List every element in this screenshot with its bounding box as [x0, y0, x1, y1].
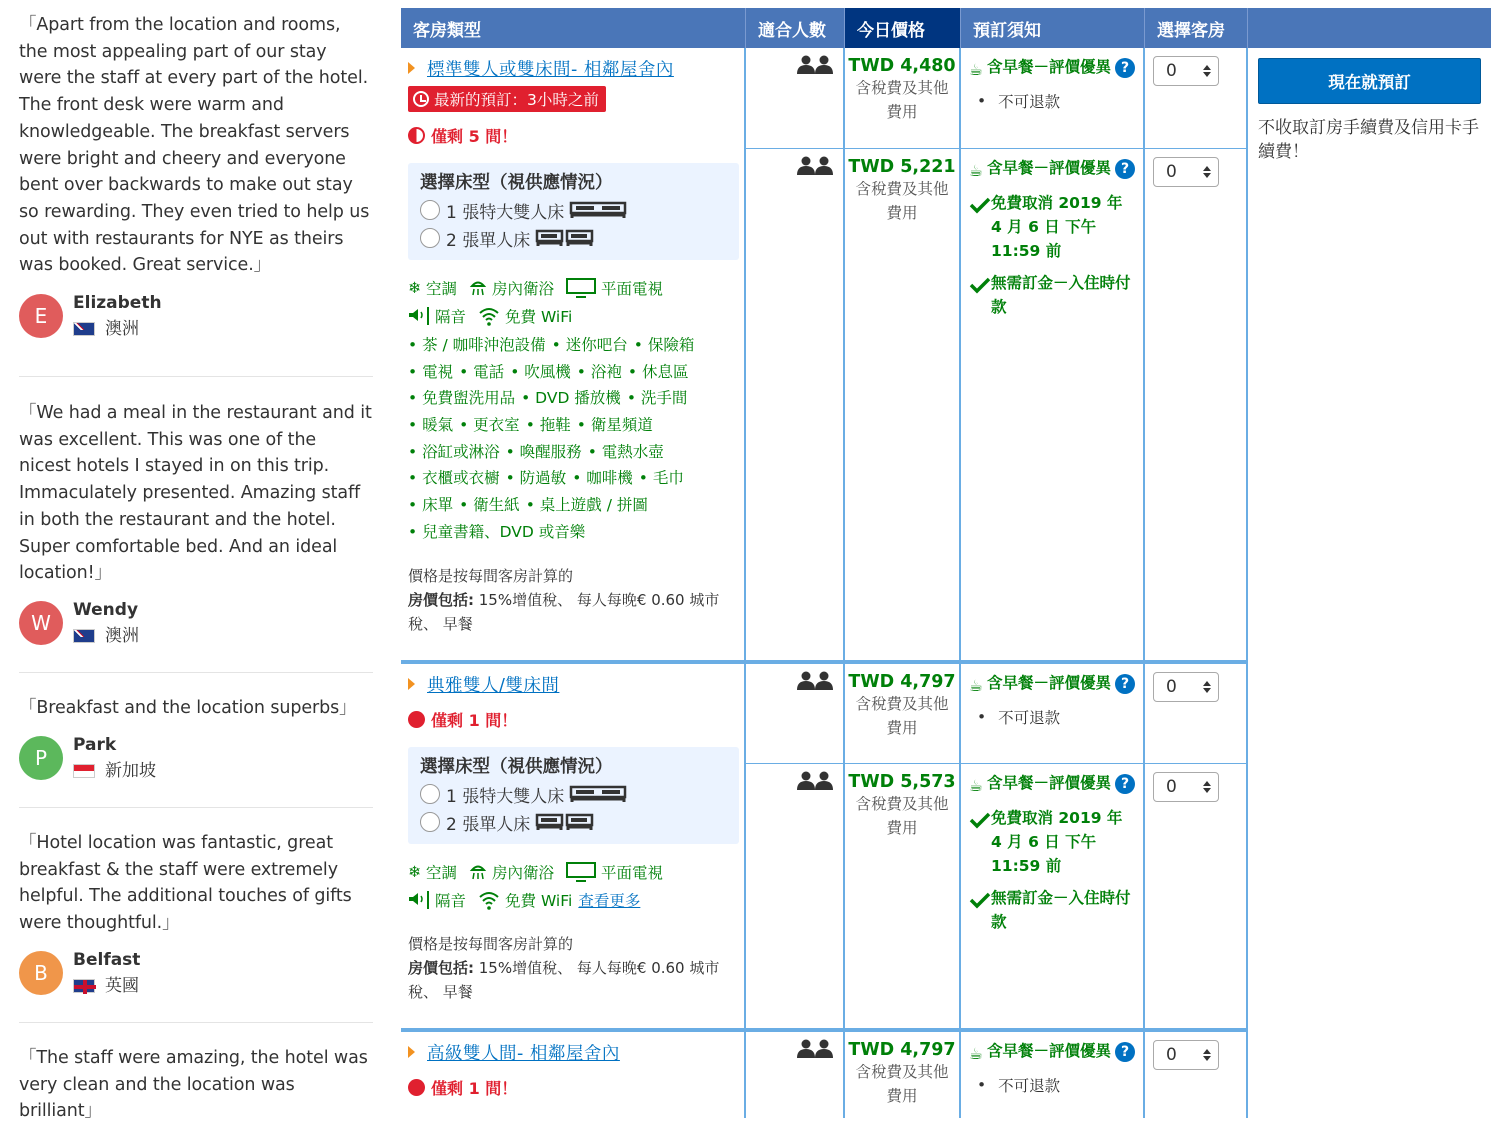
- amenity-item: • 兒童書籍、DVD 或音樂: [408, 523, 585, 541]
- facility-label: 平面電視: [601, 864, 664, 882]
- room-quantity-select[interactable]: [1153, 157, 1219, 187]
- snowflake-icon: ❄: [408, 863, 421, 881]
- stepper-arrows-icon: [1203, 166, 1211, 178]
- select-cell: [1145, 48, 1248, 148]
- breakfast-text: 含早餐－評價優異: [987, 58, 1112, 76]
- booking-column: [1248, 48, 1491, 1118]
- offer-rows: [746, 48, 1248, 660]
- review-item: [19, 12, 373, 377]
- amenity-item: • 茶 / 咖啡沖泡設備: [408, 336, 546, 354]
- header-occupancy: 適合人數: [746, 8, 845, 48]
- breakfast-text: 含早餐－評價優異: [987, 774, 1112, 792]
- conditions-cell: [961, 764, 1145, 1028]
- facility-label: 空調: [426, 280, 458, 298]
- header-today-price: 今日價格: [845, 8, 961, 48]
- help-icon[interactable]: ?: [1115, 58, 1135, 78]
- amenity-item: • 更衣室: [459, 416, 520, 434]
- australia-flag-icon: [73, 322, 95, 336]
- price-note: [408, 564, 736, 636]
- amenity-item: • 防過敏: [506, 469, 567, 487]
- breakfast-line: [969, 771, 1137, 798]
- bed-option-king[interactable]: [420, 196, 727, 224]
- coffee-cup-icon: ☕: [969, 677, 983, 695]
- amenity-item: • 免費盥洗用品: [408, 389, 515, 407]
- reviewer-name: Elizabeth: [73, 292, 162, 313]
- room-type-cell: [401, 48, 746, 660]
- coffee-cup-icon: ☕: [969, 61, 983, 79]
- facility-label: 隔音: [435, 892, 467, 910]
- amenity-item: • 衛星頻道: [577, 416, 653, 434]
- header-booking-notes: 預訂須知: [961, 8, 1145, 48]
- review-text: 「The staff were amazing, the hotel was very clean and the location was brilliant」: [19, 1048, 368, 1122]
- conditions-cell: [961, 1032, 1145, 1118]
- non-refundable: • 不可退款: [969, 90, 1137, 112]
- stepper-arrows-icon: [1203, 1049, 1211, 1061]
- snowflake-icon: ❄: [408, 279, 421, 297]
- amenity-item: • 衛生紙: [459, 496, 520, 514]
- price-note: [408, 932, 736, 1004]
- amenity-item: • 迷你吧台: [552, 336, 628, 354]
- occupancy-cell: [746, 149, 845, 660]
- stepper-arrows-icon: [1203, 681, 1211, 693]
- bed-option-label: 2 張單人床: [446, 230, 531, 251]
- reviewer-country: [73, 973, 140, 999]
- two-people-icon: [797, 55, 833, 75]
- price-cell: [845, 149, 961, 660]
- breakfast-line: [969, 55, 1137, 82]
- amenity-line: [408, 465, 736, 492]
- room-block: [401, 48, 1248, 660]
- non-refundable: • 不可退款: [969, 1074, 1137, 1096]
- table-header: [401, 8, 1491, 48]
- help-icon[interactable]: ?: [1115, 674, 1135, 694]
- facility-bath: [469, 861, 554, 883]
- reviewer: [19, 731, 373, 786]
- price-value: TWD 5,573: [848, 772, 956, 792]
- room-name: [408, 56, 736, 80]
- rooms-left: [408, 124, 736, 146]
- country-label: 澳洲: [105, 626, 139, 647]
- price-includes-label: 房價包括:: [408, 590, 474, 609]
- room-name: [408, 1040, 736, 1064]
- free-cancel-text: 免費取消 2019 年 4 月 6 日 下午 11:59 前: [991, 194, 1123, 260]
- facility-ac: [408, 861, 457, 883]
- amenity-item: • 保險箱: [634, 336, 695, 354]
- bed-choice-title: 選擇床型（視供應情況）: [420, 757, 613, 777]
- coffee-cup-icon: ☕: [969, 162, 983, 180]
- offer-row: [746, 48, 1248, 149]
- twin-bed-icon: [536, 813, 594, 831]
- checkmark-icon: [969, 892, 991, 908]
- rooms-left-text: 僅剩 5 間！: [431, 126, 518, 146]
- avatar: P: [19, 736, 63, 780]
- two-people-icon: [797, 1039, 833, 1059]
- offer-rows: [746, 1032, 1248, 1118]
- amenity-item: • 洗手間: [627, 389, 688, 407]
- reviewer: [19, 288, 373, 343]
- australia-flag-icon: [73, 629, 95, 643]
- price-cell: [845, 1032, 961, 1118]
- facility-wifi: [478, 305, 572, 327]
- avatar: W: [19, 601, 63, 645]
- radio-button[interactable]: [420, 812, 440, 832]
- conditions-cell: [961, 149, 1145, 660]
- rooms-left: [408, 1076, 736, 1098]
- coffee-cup-icon: ☕: [969, 777, 983, 795]
- amenity-item: • 電熱水壺: [588, 443, 664, 461]
- facility-soundproof: [408, 889, 466, 911]
- red-dot-icon: [408, 1079, 425, 1096]
- checkmark-icon: [969, 197, 991, 213]
- amenity-line: [408, 492, 736, 519]
- price-value: TWD 5,221: [848, 157, 956, 177]
- amenity-item: • 衣櫃或衣櫥: [408, 469, 500, 487]
- select-value: 0: [1166, 162, 1177, 182]
- tv-icon: [566, 278, 596, 298]
- amenity-line: [408, 385, 736, 412]
- free-cancel-line: [969, 806, 1137, 878]
- review-text: 「Hotel location was fantastic, great breakfast & the staff were extremely helpful. The additional touches of gifts were thoughtful.」: [19, 833, 352, 934]
- conditions-cell: [961, 48, 1145, 148]
- room-name: [408, 672, 736, 696]
- room-block: [401, 660, 1248, 1028]
- no-prepay-line: [969, 886, 1137, 934]
- breakfast-line: [969, 1039, 1137, 1066]
- room-block: [401, 1028, 1248, 1118]
- review-text: 「Breakfast and the location superbs」: [19, 698, 357, 718]
- review-text: 「Apart from the location and rooms, the most appealing part of our stay were the staff at every part of the hotel. The front desk were warm and knowledgeable. The breakfast servers were bright and cheery and everyone bent over backwards to make out stay so rewarding. They even tried to help us out with restaurants for NYE as theirs was booked. Great service.」: [19, 15, 370, 276]
- amenity-item: • 喚醒服務: [506, 443, 582, 461]
- amenity-item: • 電話: [459, 363, 504, 381]
- offer-row: [746, 764, 1248, 1028]
- amenity-item: • 床單: [408, 496, 453, 514]
- amenity-line: [408, 332, 736, 359]
- breakfast-line: [969, 671, 1137, 698]
- price-cell: [845, 764, 961, 1028]
- header-blank: [1248, 8, 1491, 48]
- bed-option-label: 1 張特大雙人床: [446, 202, 565, 223]
- amenity-line: [408, 359, 736, 386]
- room-type-cell: [401, 1032, 746, 1118]
- breakfast-line: [969, 156, 1137, 183]
- amenity-item: • 休息區: [628, 363, 689, 381]
- no-prepay-text: 無需訂金－入住時付款: [991, 889, 1131, 931]
- two-people-icon: [797, 771, 833, 791]
- offer-row: [746, 1032, 1248, 1118]
- facility-ac: [408, 277, 457, 299]
- price-value: TWD 4,797: [848, 1040, 956, 1060]
- price-subtext: 含稅費及其他費用: [855, 795, 949, 837]
- amenity-line: [408, 412, 736, 439]
- room-quantity-select[interactable]: [1153, 772, 1219, 802]
- amenity-item: • 毛巾: [639, 469, 684, 487]
- alarm-clock-icon: [413, 91, 429, 107]
- facility-tv: [566, 861, 663, 883]
- avatar: B: [19, 951, 63, 995]
- free-cancel-text: 免費取消 2019 年 4 月 6 日 下午 11:59 前: [991, 809, 1123, 875]
- rooms-left-text: 僅剩 1 間！: [431, 1078, 518, 1098]
- review-item: [19, 377, 373, 673]
- stepper-arrows-icon: [1203, 65, 1211, 77]
- review-item: [19, 673, 373, 808]
- amenity-item: • 拖鞋: [526, 416, 571, 434]
- reviewer: [19, 946, 373, 1001]
- amenity-item: • 電視: [408, 363, 453, 381]
- facility-label: 房內衛浴: [492, 280, 555, 298]
- room-name-link[interactable]: 典雅雙人/雙床間: [427, 675, 560, 696]
- arrow-right-icon: [408, 1046, 415, 1058]
- price-subtext: 含稅費及其他費用: [855, 1063, 949, 1105]
- book-now-button[interactable]: 現在就預訂: [1258, 58, 1481, 104]
- no-prepay-text: 無需訂金－入住時付款: [991, 274, 1131, 316]
- room-quantity-select[interactable]: [1153, 56, 1219, 86]
- room-type-cell: [401, 664, 746, 1028]
- breakfast-text: 含早餐－評價優異: [987, 159, 1112, 177]
- two-people-icon: [797, 671, 833, 691]
- room-table: [401, 8, 1491, 1118]
- bed-option-twin[interactable]: [420, 808, 727, 836]
- radio-button[interactable]: [420, 200, 440, 220]
- country-label: 英國: [105, 976, 139, 997]
- amenity-item: • 桌上遊戲 / 拼圖: [526, 496, 648, 514]
- select-value: 0: [1166, 777, 1177, 797]
- amenity-item: • 咖啡機: [572, 469, 633, 487]
- conditions-cell: [961, 664, 1145, 763]
- amenity-item: • DVD 播放機: [521, 389, 621, 407]
- amenity-item: • 暖氣: [408, 416, 453, 434]
- price-note-text: 價格是按每間客房計算的: [408, 935, 574, 953]
- offer-row: [746, 149, 1248, 660]
- occupancy-cell: [746, 48, 845, 148]
- facilities: [408, 274, 736, 330]
- wifi-icon: [478, 306, 500, 326]
- avatar: E: [19, 294, 63, 338]
- select-value: 0: [1166, 677, 1177, 697]
- bed-option-label: 1 張特大雙人床: [446, 786, 565, 807]
- amenity-item: • 浴袍: [577, 363, 622, 381]
- facility-bath: [469, 277, 554, 299]
- reviewer-name: Wendy: [73, 600, 139, 621]
- price-subtext: 含稅費及其他費用: [855, 695, 949, 737]
- header-room-type: 客房類型: [401, 8, 746, 48]
- offer-rows: [746, 664, 1248, 1028]
- singapore-flag-icon: [73, 764, 95, 778]
- room-quantity-select[interactable]: [1153, 1040, 1219, 1070]
- king-bed-icon: [570, 201, 626, 219]
- bed-option-king[interactable]: [420, 780, 727, 808]
- select-cell: [1145, 149, 1248, 660]
- price-value: TWD 4,797: [848, 672, 956, 692]
- price-includes-text: 15%增值稅、 每人每晚€ 0.60 城市稅、 早餐: [408, 959, 720, 1001]
- room-name-link[interactable]: 高級雙人間- 相鄰屋舍內: [427, 1043, 620, 1064]
- bed-option-label: 2 張單人床: [446, 814, 531, 835]
- select-value: 0: [1166, 61, 1177, 81]
- country-label: 澳洲: [105, 318, 139, 339]
- review-item: [19, 808, 373, 1023]
- offer-row: [746, 664, 1248, 764]
- checkmark-icon: [969, 277, 991, 293]
- radio-button[interactable]: [420, 784, 440, 804]
- two-people-icon: [797, 156, 833, 176]
- rooms-left: [408, 708, 736, 730]
- facility-label: 空調: [426, 864, 458, 882]
- coffee-cup-icon: ☕: [969, 1045, 983, 1063]
- review-text: 「We had a meal in the restaurant and it was excellent. This was one of the nicest hotels I stayed in on this trip. Immaculately presented. Amazing staff in both the restaurant and the hotel. Super comfortable bed. And an ideal location!」: [19, 403, 372, 584]
- wifi-icon: [478, 890, 500, 910]
- select-cell: [1145, 764, 1248, 1028]
- reviewer-country: [73, 758, 156, 784]
- king-bed-icon: [570, 785, 626, 803]
- facility-wifi: [478, 889, 640, 911]
- reviewer-country: [73, 623, 139, 649]
- amenity-line: [408, 439, 736, 466]
- speaker-icon: [408, 306, 430, 326]
- shower-icon: [469, 863, 487, 881]
- bed-option-twin[interactable]: [420, 224, 727, 252]
- help-icon[interactable]: ?: [1115, 1042, 1135, 1062]
- no-prepay-line: [969, 271, 1137, 319]
- help-icon[interactable]: ?: [1115, 159, 1135, 179]
- amenity-item: • 浴缸或淋浴: [408, 443, 500, 461]
- facility-soundproof: [408, 305, 466, 327]
- half-circle-icon: [408, 127, 425, 144]
- price-note-text: 價格是按每間客房計算的: [408, 566, 574, 585]
- non-refundable: • 不可退款: [969, 706, 1137, 728]
- reviewer: [19, 596, 373, 651]
- reviews-column: [19, 12, 373, 1125]
- occupancy-cell: [746, 1032, 845, 1118]
- review-item: [19, 1023, 373, 1125]
- recent-booking-badge: [408, 86, 606, 112]
- reviewer-name: Belfast: [73, 950, 141, 971]
- breakfast-text: 含早餐－評價優異: [987, 1042, 1112, 1060]
- checkmark-icon: [969, 812, 991, 828]
- red-dot-icon: [408, 711, 425, 728]
- see-more-link[interactable]: 查看更多: [578, 892, 641, 910]
- free-cancel-line: [969, 191, 1137, 263]
- select-value: 0: [1166, 1045, 1177, 1065]
- breakfast-text: 含早餐－評價優異: [987, 674, 1112, 692]
- arrow-right-icon: [408, 62, 415, 74]
- room-quantity-select[interactable]: [1153, 672, 1219, 702]
- facilities: [408, 858, 736, 914]
- amenity-list: [408, 332, 736, 546]
- speaker-icon: [408, 890, 430, 910]
- room-name-link[interactable]: 標準雙人或雙床間- 相鄰屋舍內: [427, 59, 674, 80]
- uk-flag-icon: [73, 979, 95, 993]
- booking-note: 不收取訂房手續費及信用卡手續費！: [1258, 118, 1479, 162]
- occupancy-cell: [746, 764, 845, 1028]
- amenity-item: • 吹風機: [510, 363, 571, 381]
- twin-bed-icon: [536, 229, 594, 247]
- shower-icon: [469, 279, 487, 297]
- price-includes: [408, 956, 736, 1004]
- facility-label: 隔音: [435, 308, 467, 326]
- radio-button[interactable]: [420, 228, 440, 248]
- price-subtext: 含稅費及其他費用: [855, 180, 949, 222]
- facility-label: 免費 WiFi: [505, 308, 573, 326]
- facility-label: 免費 WiFi: [505, 892, 573, 910]
- price-includes: [408, 588, 736, 636]
- reviewer-name: Park: [73, 735, 117, 756]
- header-select-rooms: 選擇客房: [1145, 8, 1248, 48]
- amenity-line: [408, 519, 736, 546]
- facility-label: 平面電視: [601, 280, 664, 298]
- stepper-arrows-icon: [1203, 781, 1211, 793]
- select-cell: [1145, 664, 1248, 763]
- occupancy-cell: [746, 664, 845, 763]
- price-subtext: 含稅費及其他費用: [855, 79, 949, 121]
- price-cell: [845, 664, 961, 763]
- price-includes-label: 房價包括:: [408, 959, 474, 977]
- reviewer-country: [73, 316, 162, 342]
- help-icon[interactable]: ?: [1115, 774, 1135, 794]
- facility-label: 房內衛浴: [492, 864, 555, 882]
- price-includes-text: 15%增值稅、 每人每晚€ 0.60 城市稅、 早餐: [408, 590, 720, 633]
- price-cell: [845, 48, 961, 148]
- bed-choice-box: [408, 163, 739, 260]
- bed-choice-title: 選擇床型（視供應情況）: [420, 173, 613, 193]
- select-cell: [1145, 1032, 1248, 1118]
- price-value: TWD 4,480: [848, 56, 956, 76]
- tv-icon: [566, 862, 596, 882]
- country-label: 新加坡: [105, 761, 156, 782]
- facility-tv: [566, 277, 663, 299]
- bed-choice-box: [408, 747, 739, 844]
- arrow-right-icon: [408, 678, 415, 690]
- rooms-left-text: 僅剩 1 間！: [431, 710, 518, 730]
- recent-booking-text: 最新的預訂：3小時之前: [434, 90, 599, 109]
